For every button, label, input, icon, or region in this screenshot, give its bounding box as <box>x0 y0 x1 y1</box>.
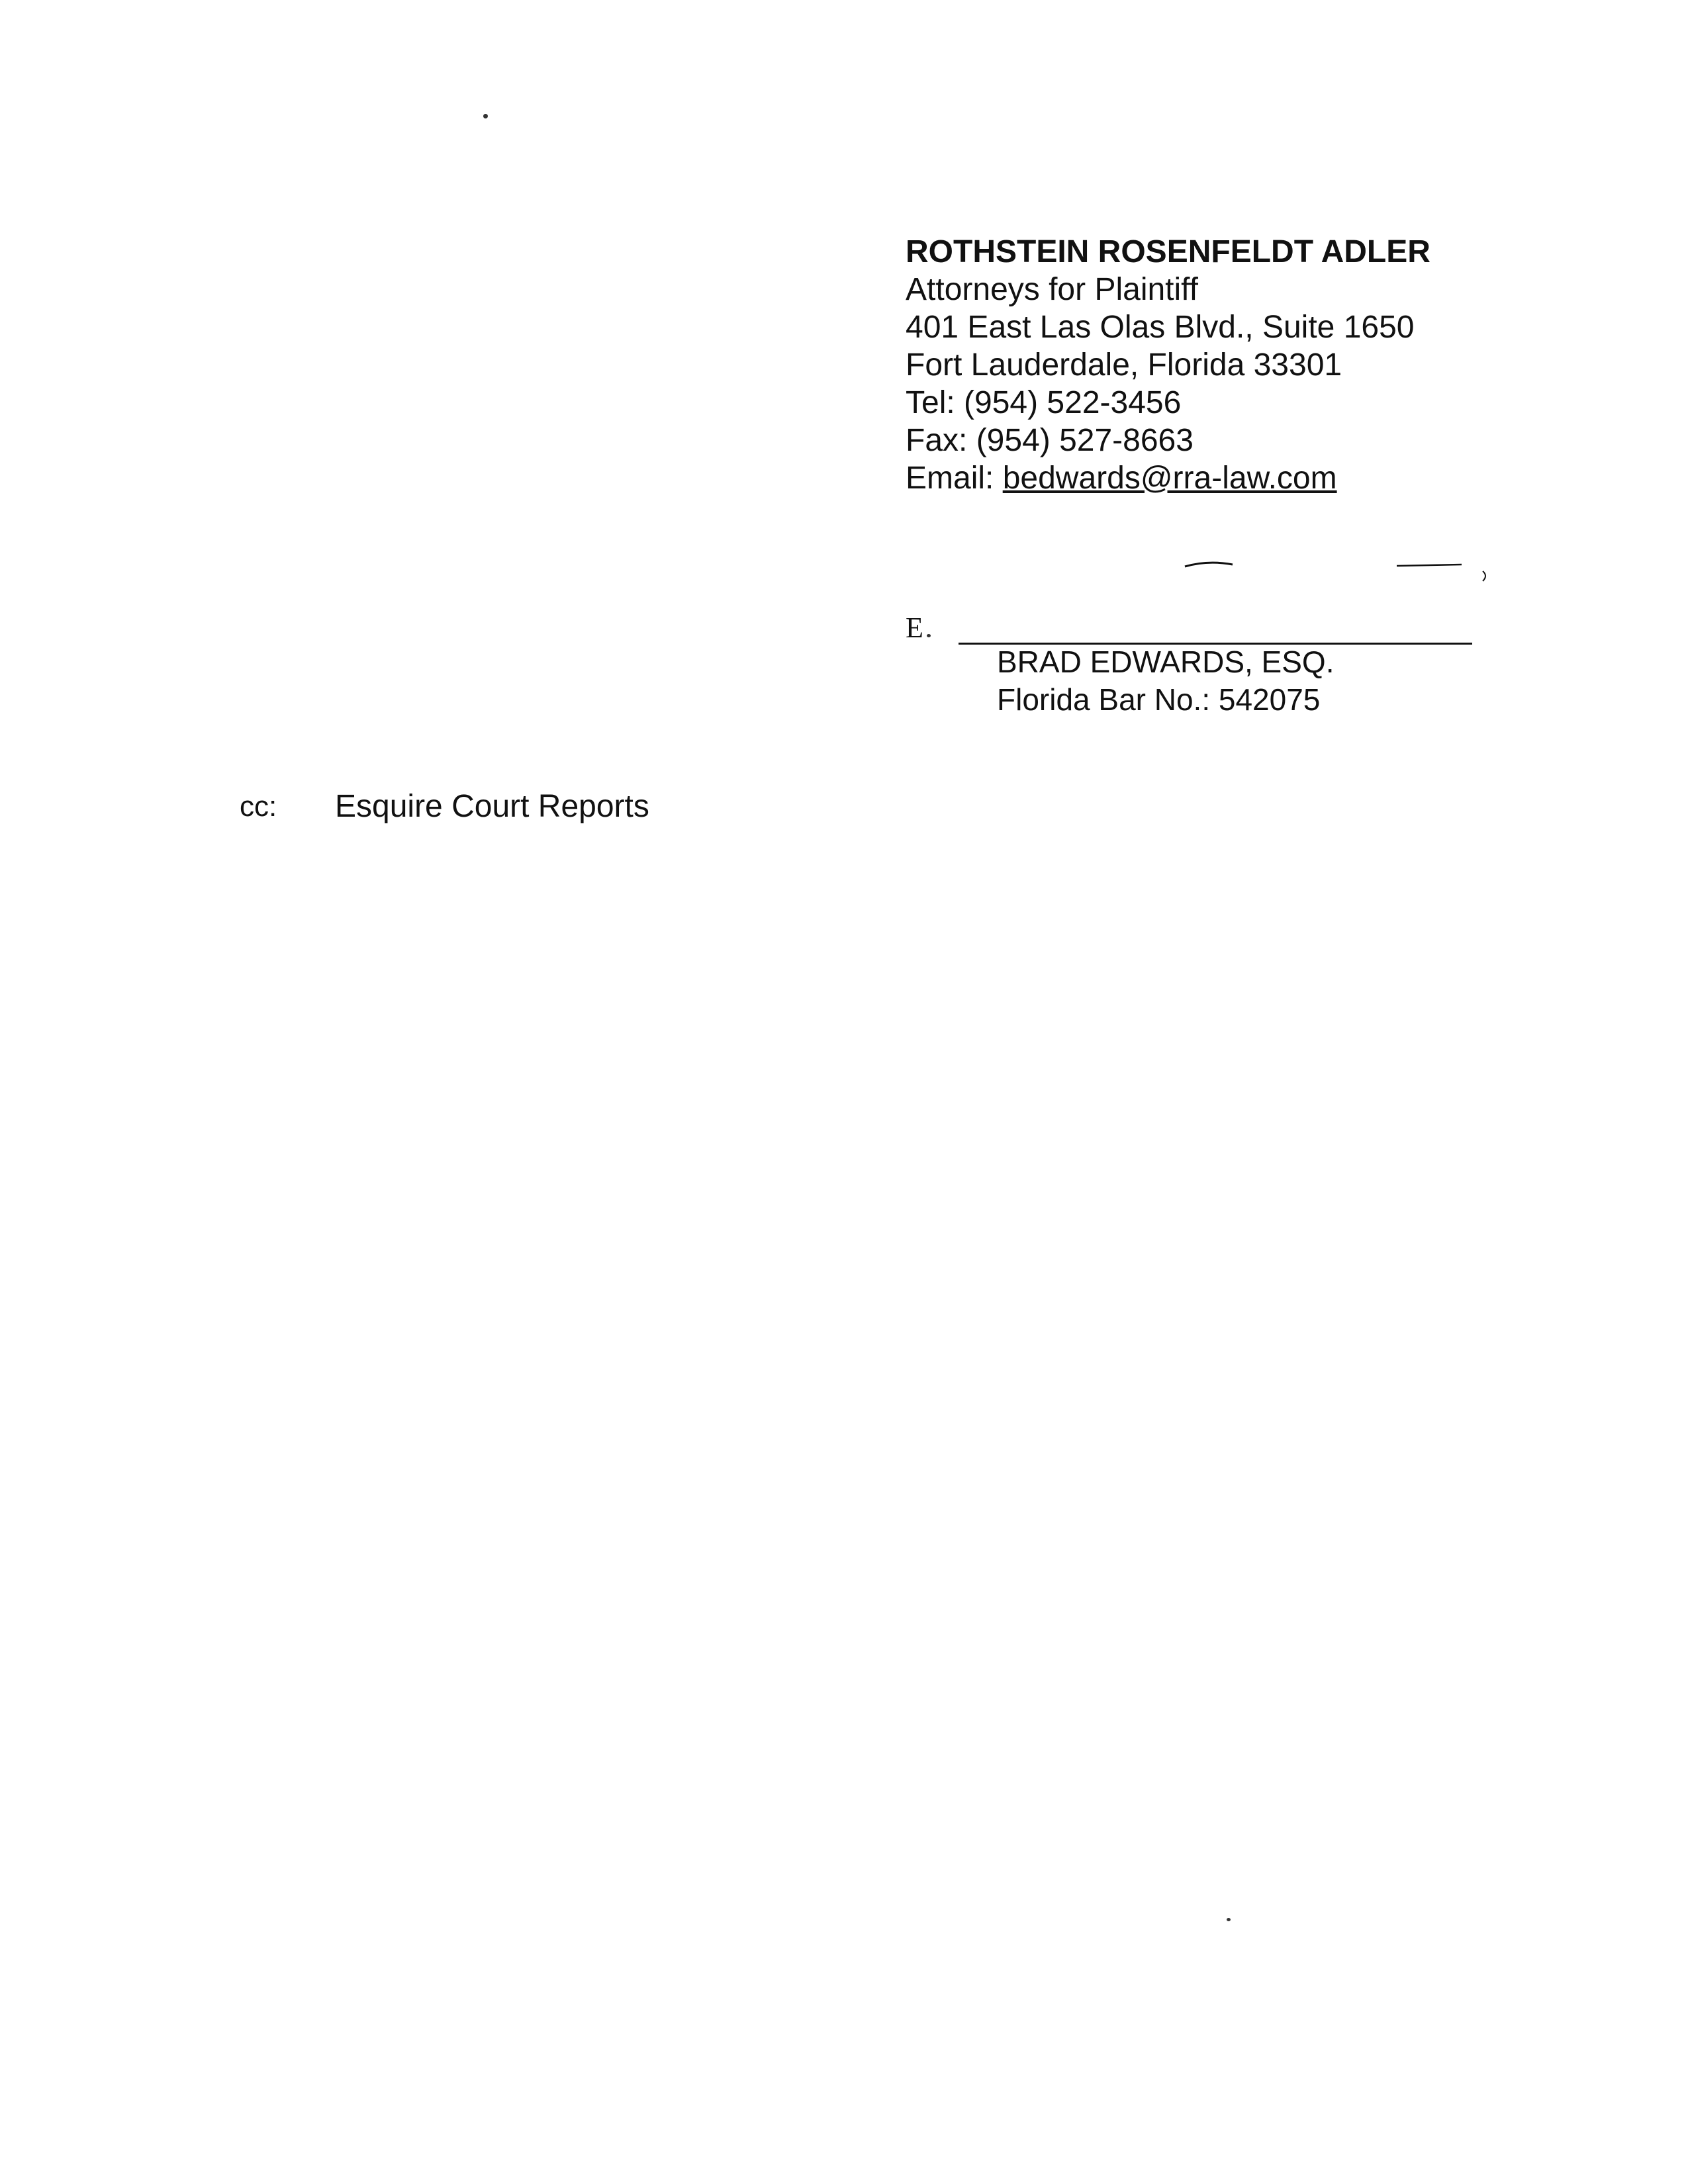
signer-bar-number: Florida Bar No.: 542075 <box>997 682 1321 717</box>
scan-speck <box>1227 1918 1231 1921</box>
cc-recipient: Esquire Court Reports <box>335 789 649 824</box>
signature-by-mark: E <box>906 612 923 644</box>
signer-block <box>997 643 1334 719</box>
cc-label: cc: <box>240 790 277 823</box>
firm-email-line <box>906 459 1501 497</box>
scan-speck <box>927 634 931 637</box>
firm-role: Attorneys for Plaintiff <box>906 272 1198 307</box>
signer-name: BRAD EDWARDS, ESQ. <box>997 645 1335 679</box>
firm-signature-block <box>906 233 1501 497</box>
firm-fax: Fax: (954) 527-8663 <box>906 423 1194 458</box>
firm-telephone: Tel: (954) 522-3456 <box>906 385 1182 420</box>
email-link[interactable]: bedwards@rra-law.com <box>1002 461 1337 496</box>
email-label: Email: <box>906 461 1003 496</box>
signature-line-area <box>906 606 1475 645</box>
firm-name: ROTHSTEIN ROSENFELDT ADLER <box>906 234 1430 269</box>
firm-address-line2: Fort Lauderdale, Florida 33301 <box>906 347 1342 383</box>
handwritten-signature <box>1178 555 1496 594</box>
scan-speck <box>483 114 488 118</box>
firm-address-line1: 401 East Las Olas Blvd., Suite 1650 <box>906 310 1415 345</box>
